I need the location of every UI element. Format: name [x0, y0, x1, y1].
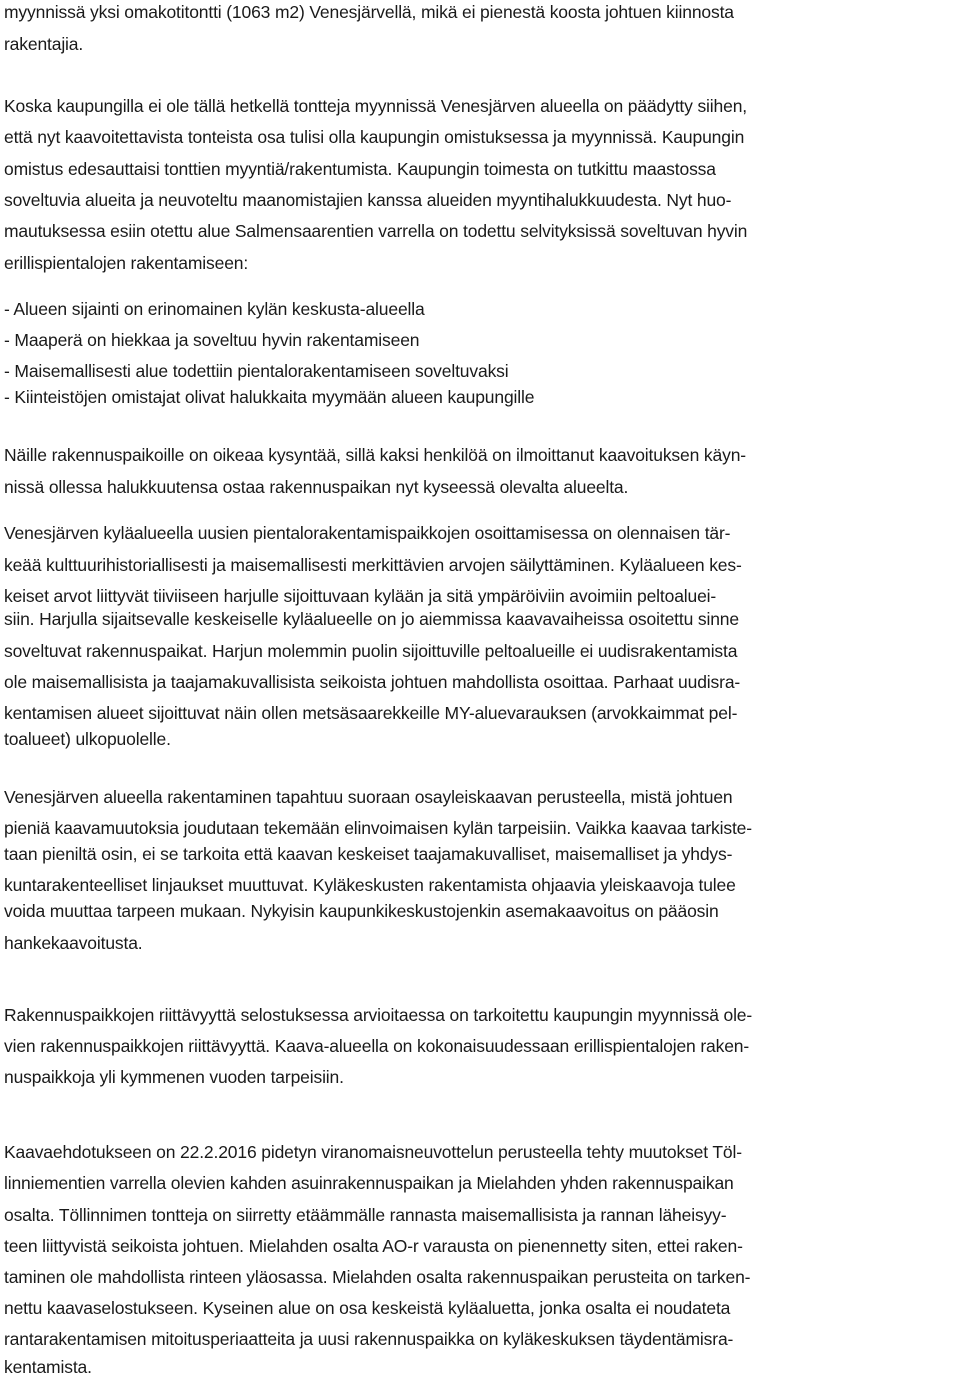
text-line: mautuksessa esiin otettu alue Salmensaarentien varrella on todettu selvityksissä soveltuvan hyvin: [4, 221, 748, 241]
text-line: Näille rakennuspaikoille on oikeaa kysyntää, sillä kaksi henkilöä on ilmoittanut kaavoituksen käyn-: [4, 445, 746, 465]
text-line: linniementien varrella olevien kahden asuinrakennuspaikan ja Mielahden yhden rakennuspaikan: [4, 1173, 734, 1193]
text-line: soveltuvia alueita ja neuvoteltu maanomistajien kanssa alueiden myyntihalukkuudesta. Nyt huo-: [4, 190, 732, 210]
list-item: - Maaperä on hiekkaa ja soveltuu hyvin rakentamiseen: [4, 330, 420, 350]
text-line: siin. Harjulla sijaitsevalle keskeiselle kyläalueelle on jo aiemmissa kaavavaiheissa osoitettu sinne: [4, 609, 739, 629]
text-line: pieniä kaavamuutoksia joudutaan tekemään elinvoimaisen kylän tarpeisiin. Vaikka kaavaa tarkiste-: [4, 818, 752, 838]
text-line: että nyt kaavoitettavista tonteista osa tulisi olla kaupungin omistuksessa ja myynnissä. Kaupungin: [4, 127, 745, 147]
text-line: keiset arvot liittyvät tiiviiseen harjulle sijoittuvaan kylään ja sitä ympäröiviin avoimiin peltoaluei-: [4, 586, 717, 606]
text-line: kentamisen alueet sijoittuvat näin ollen metsäsaarekkeille MY-aluevarauksen (arvokkaimmat pel-: [4, 703, 738, 723]
text-line: omistus edesauttaisi tonttien myyntiä/rakentumista. Kaupungin toimesta on tutkittu maastossa: [4, 159, 716, 179]
text-line: rakentajia.: [4, 34, 84, 54]
text-line: taminen ole mahdollista rinteen yläosassa. Mielahden osalta rakennuspaikan perusteita on tarken-: [4, 1267, 751, 1287]
text-line: Venesjärven alueella rakentaminen tapahtuu suoraan osayleiskaavan perusteella, mistä johtuen: [4, 787, 733, 807]
text-line: hankekaavoitusta.: [4, 933, 143, 953]
text-line: nettu kaavaselostukseen. Kyseinen alue on osa keskeistä kyläaluetta, jonka osalta ei noudateta: [4, 1298, 731, 1318]
text-line: voida muuttaa tarpeen mukaan. Nykyisin kaupunkikeskustojenkin asemakaavoitus on pääosin: [4, 901, 719, 921]
text-line: erillispientalojen rakentamiseen:: [4, 253, 249, 273]
list-item: - Kiinteistöjen omistajat olivat halukkaita myymään alueen kaupungille: [4, 387, 535, 407]
text-line: ole maisemallisista ja taajamakuvallisista seikoista johtuen mahdollista osoittaa. Parhaat uudisra-: [4, 672, 741, 692]
list-item: - Alueen sijainti on erinomainen kylän keskusta-alueella: [4, 299, 425, 319]
text-line: nuspaikkoja yli kymmenen vuoden tarpeisiin.: [4, 1067, 344, 1087]
text-line: nissä ollessa halukkuutensa ostaa rakennuspaikan nyt kyseessä olevalta alueelta.: [4, 477, 629, 497]
text-line: rantarakentamisen mitoitusperiaatteita ja uusi rakennuspaikka on kyläkeskuksen täydentämisra-: [4, 1329, 734, 1349]
text-line: keää kulttuurihistoriallisesti ja maisemallisesti merkittävien arvojen säilyttäminen. Kyläalueen kes-: [4, 555, 742, 575]
text-line: toalueet) ulkopuolelle.: [4, 729, 171, 749]
text-line: osalta. Töllinnimen tontteja on siirretty etäämmälle rannasta maisemallisista ja rannan läheisyy-: [4, 1205, 727, 1225]
text-line: Venesjärven kyläalueella uusien pientalorakentamispaikkojen osoittamisessa on olennaisen tär-: [4, 523, 731, 543]
text-line: Koska kaupungilla ei ole tällä hetkellä tontteja myynnissä Venesjärven alueella on päädytty siihen,: [4, 96, 747, 116]
text-line: teen liittyvistä seikoista johtuen. Mielahden osalta AO-r varausta on pienennetty siten, ettei raken-: [4, 1236, 743, 1256]
text-line: soveltuvat rakennuspaikat. Harjun molemmin puolin sijoittuville peltoalueille ei uudisrakentamista: [4, 641, 738, 661]
text-line: Rakennuspaikkojen riittävyyttä selostuksessa arvioitaessa on tarkoitettu kaupungin myynnissä ole-: [4, 1005, 753, 1025]
list-item: - Maisemallisesti alue todettiin pientalorakentamiseen soveltuvaksi: [4, 361, 509, 381]
text-line: Kaavaehdotukseen on 22.2.2016 pidetyn viranomaisneuvottelun perusteella tehty muutokset Töl-: [4, 1142, 742, 1162]
text-line: vien rakennuspaikkojen riittävyyttä. Kaava-alueella on kokonaisuudessaan erillispientalojen raken-: [4, 1036, 750, 1056]
text-line: kentamista.: [4, 1357, 92, 1377]
text-line: taan pieniltä osin, ei se tarkoita että kaavan keskeiset taajamakuvalliset, maisemalliset ja yhdys-: [4, 844, 733, 864]
text-line: kuntarakenteelliset linjaukset muuttuvat. Kyläkeskusten rakentamista ohjaavia yleiskaavoja tulee: [4, 875, 736, 895]
text-line: myynnissä yksi omakotitontti (1063 m2) Venesjärvellä, mikä ei pienestä koosta johtuen kiinnosta: [4, 2, 734, 22]
